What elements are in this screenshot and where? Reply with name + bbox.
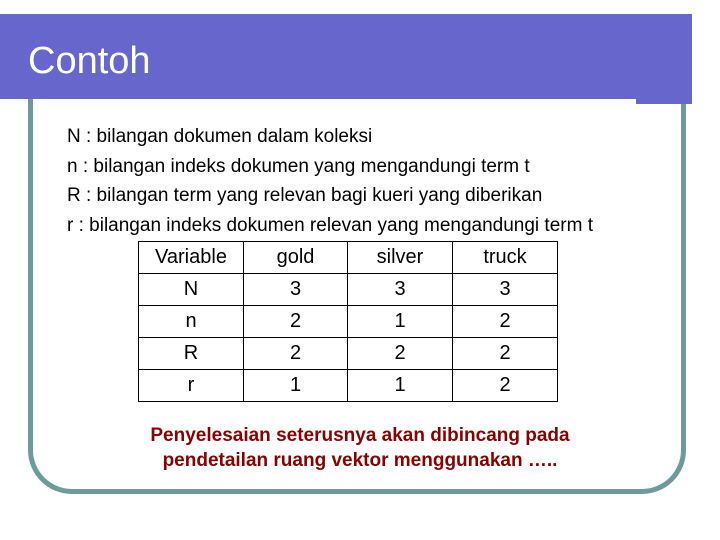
table-cell: R (139, 338, 244, 370)
table-row (139, 306, 558, 338)
table-row (139, 274, 558, 306)
definition-list (67, 122, 593, 240)
table-cell: 3 (244, 274, 348, 306)
table-cell: n (139, 306, 244, 338)
title-underline (0, 94, 636, 99)
table-cell: 3 (348, 274, 453, 306)
definition-item: r : bilangan indeks dokumen relevan yang mengandungi term t (67, 214, 593, 236)
column-header: gold (244, 242, 348, 274)
variable-table (138, 241, 558, 402)
table-cell: 2 (453, 370, 558, 402)
table-cell: 2 (453, 306, 558, 338)
definition-item: N : bilangan dokumen dalam koleksi (67, 126, 373, 147)
table-row (139, 338, 558, 370)
table-cell: 1 (348, 306, 453, 338)
table-cell: 2 (453, 338, 558, 370)
note-line: pendetailan ruang vektor menggunakan ….. (162, 450, 558, 471)
table-cell: 2 (244, 338, 348, 370)
table-cell: 1 (244, 370, 348, 402)
table-header-row (139, 242, 558, 274)
table-cell: N (139, 274, 244, 306)
table-cell: 3 (453, 274, 558, 306)
column-header: silver (348, 242, 453, 274)
table-cell: 2 (244, 306, 348, 338)
table-cell: r (139, 370, 244, 402)
title-bar-corner (636, 94, 692, 104)
column-header: truck (453, 242, 558, 274)
column-header: Variable (139, 242, 244, 274)
table-cell: 2 (348, 338, 453, 370)
slide-title: Contoh (28, 40, 151, 82)
note-line: Penyelesaian seterusnya akan dibincang pada (150, 425, 570, 446)
table-row (139, 370, 558, 402)
definition-item: n : bilangan indeks dokumen yang mengandungi term t (67, 155, 530, 177)
table-cell: 1 (348, 370, 453, 402)
definition-item: R : bilangan term yang relevan bagi kueri yang diberikan (67, 185, 543, 206)
note-text (110, 423, 610, 473)
